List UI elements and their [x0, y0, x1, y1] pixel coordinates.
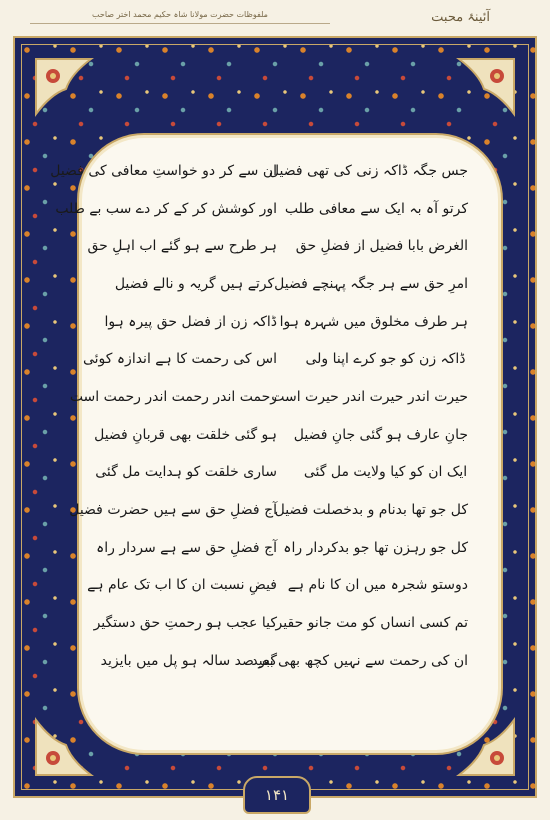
misra-left: ڈاکہ زن از فضل حق پیرہ ہوا: [104, 313, 277, 330]
misra-right: ایک ان کو کیا ولایت مل گئی: [303, 464, 468, 481]
misra-left: آج فضلِ حق سے ہے سردار راہ: [96, 539, 277, 556]
misra-left: اس کی رحمت کا ہے اندازہ کوئی: [82, 351, 277, 368]
misra-right: جانِ عارف ہو گئی جانِ فضیل: [293, 426, 468, 443]
misra-left: آج فضلِ حق سے ہیں حضرت فضیل: [69, 502, 277, 519]
verse-row: [112, 265, 468, 303]
misra-left: کرتے ہیں گریہ و نالے فضیل: [114, 275, 275, 292]
verse-row: [50, 152, 468, 190]
header-caption: ملفوظات حضرت مولانا شاہ حکیم محمد اختر صاحب: [30, 10, 330, 24]
verse-row: [95, 454, 468, 492]
misra-left: ساری خلقت کو ہدایت مل گئی: [95, 464, 277, 481]
misra-left: فیضِ نسبت ان کا اب تک عام ہے: [87, 577, 277, 594]
misra-right: ان کی رحمت سے نہیں کچھ بھی بعید: [251, 652, 468, 669]
verse-row: [93, 604, 468, 642]
misra-right: جس جگہ ڈاکہ زنی کی تھی فضیل: [268, 162, 468, 179]
page-header: [0, 0, 550, 36]
misra-right: ڈاکہ زن کو جو کرے اپنا ولی: [305, 351, 466, 368]
verse-row: [82, 340, 468, 378]
misra-left: ان سے کر دو خواستِ معافی کی فضیل: [50, 162, 277, 179]
misra-right: ہر طرف مخلوق میں شہرہ ہوا: [279, 313, 468, 330]
misra-right: الغرض بابا فضیل از فضلِ حق: [295, 238, 468, 255]
misra-left: اور کوشش کر کے کر دے سب بے طلب: [55, 200, 277, 217]
verse-list: [50, 152, 468, 680]
misra-left: رحمت اندر رحمت اندر رحمت است: [69, 388, 277, 405]
misra-right: دوستو شجرہ میں ان کا نام ہے: [287, 577, 468, 594]
book-title: آئینۂ محبت: [431, 10, 490, 25]
verse-row: [94, 416, 468, 454]
misra-right: تم کسی انساں کو مت جانو حقیر: [275, 615, 468, 632]
misra-left: کیا عجب ہو رحمتِ حق دستگیر: [93, 615, 277, 632]
verse-row: [69, 378, 468, 416]
corner-ornament-icon: [449, 54, 519, 124]
verse-row: [100, 642, 468, 680]
verse-row: [69, 491, 468, 529]
misra-left: ہر طرح سے ہو گئے اب اہلِ حق: [87, 238, 277, 255]
page-number-badge: [243, 776, 311, 814]
verse-row: [96, 529, 468, 567]
verse-row: [87, 227, 468, 265]
misra-right: کرتو آہ بہ ایک سے معافی طلب: [284, 200, 468, 217]
misra-left: گبر صد سالہ ہو پل میں بایزید: [100, 652, 277, 669]
misra-right: کل جو تھا بدنام و بدخصلت فضیل: [274, 502, 468, 519]
misra-right: حیرت اندر حیرت اندر حیرت است: [271, 388, 468, 405]
misra-left: ہو گئی خلقت بھی قربانِ فضیل: [94, 426, 277, 443]
corner-ornament-icon: [31, 54, 101, 124]
page-number: ۱۴۱: [264, 786, 290, 804]
misra-right: کل جو رہزن تھا جو بدکردار راہ: [283, 539, 468, 556]
verse-row: [104, 303, 468, 341]
ornamental-frame: [13, 36, 537, 798]
verse-panel: [50, 138, 498, 750]
verse-row: [55, 190, 468, 228]
misra-right: امرِ حق سے ہر جگہ پہنچے فضیل: [274, 275, 468, 292]
verse-row: [87, 567, 468, 605]
